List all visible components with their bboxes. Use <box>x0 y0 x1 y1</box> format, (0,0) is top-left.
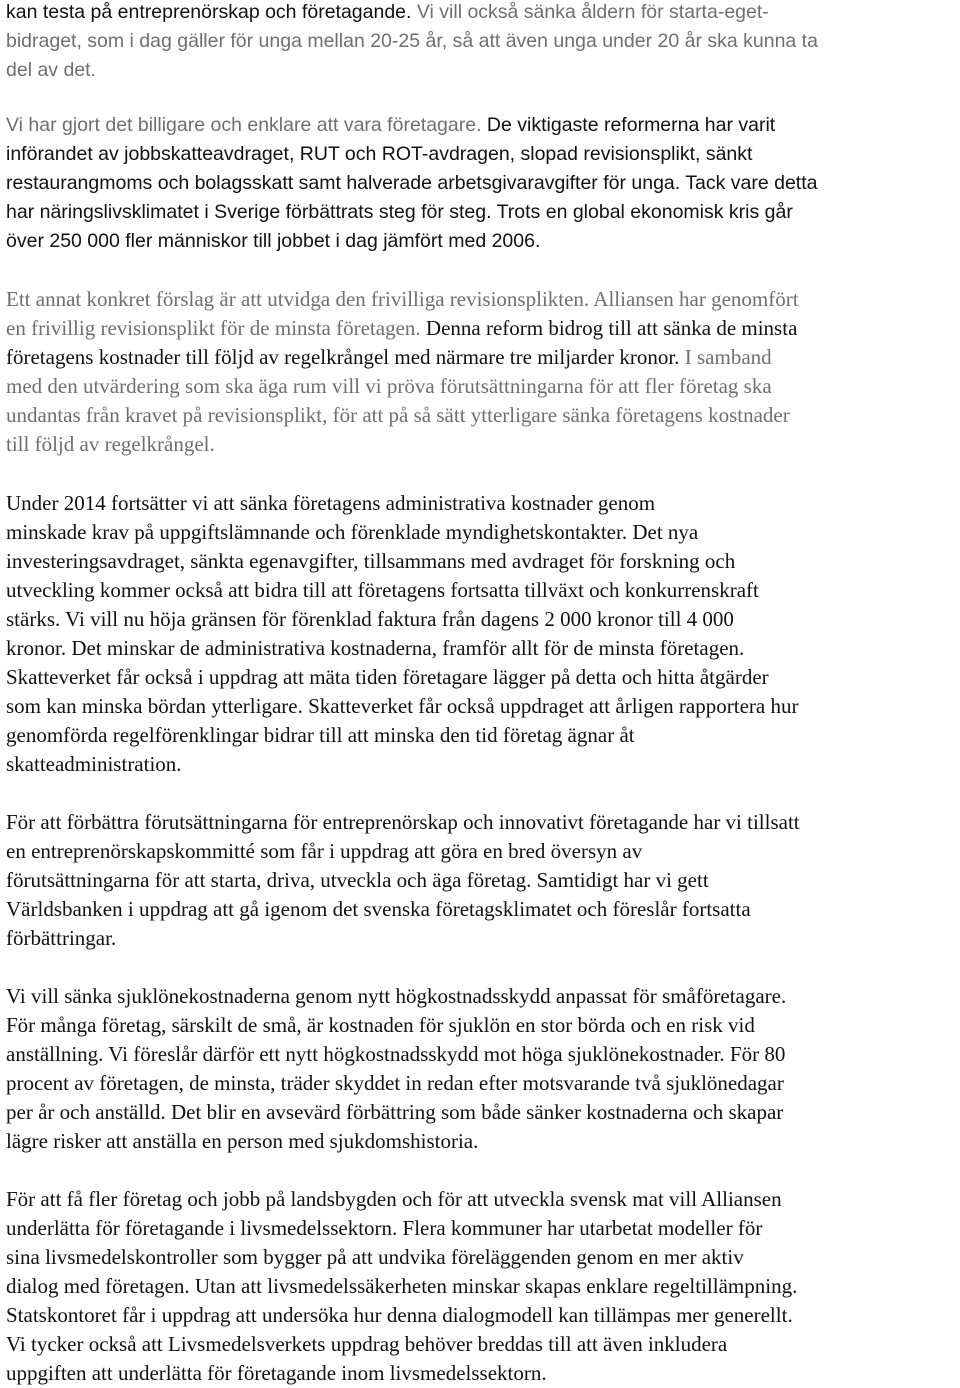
text-line <box>6 1243 797 1272</box>
text-segment: anställning. Vi föreslår därför ett nytt högkostnadsskydd mot höga sjuklönekostnader. För 80 <box>6 1042 786 1066</box>
text-segment: Vi har gjort det billigare och enklare att vara företagare. <box>6 114 487 136</box>
text-line <box>6 518 798 547</box>
text-segment: Det nya <box>632 520 699 544</box>
text-line <box>6 721 798 750</box>
text-segment: till följd av regelkrångel. <box>6 432 215 456</box>
text-segment: För många företag, särskilt de små, är kostnaden för sjuklön en stor börda och en risk vid <box>6 1013 755 1037</box>
text-segment: över 250 000 fler människor till jobbet i dag jämfört med 2006. <box>6 230 541 252</box>
text-segment: För att förbättra förutsättningarna för entreprenörskap och innovativt företagande har vi tillsatt <box>6 810 800 834</box>
text-segment: skatteadministration. <box>6 752 182 776</box>
text-line <box>6 489 798 518</box>
text-line <box>6 605 798 634</box>
text-line <box>6 430 799 459</box>
text-line <box>6 372 799 401</box>
text-segment: uppgiften att underlätta för företagande inom livsmedelssektorn. <box>6 1361 547 1385</box>
paragraph-food-sector <box>6 1185 797 1388</box>
text-segment: Alliansen har genomfört <box>593 287 799 311</box>
paragraph-youth-entrepreneurship <box>6 0 818 85</box>
text-line <box>6 169 817 198</box>
text-segment: del av det. <box>6 59 96 81</box>
text-line <box>6 924 800 953</box>
text-segment: Statskontoret får i uppdrag att undersöka hur denna dialogmodell kan tillämpas mer generellt. <box>6 1303 793 1327</box>
text-line <box>6 1359 797 1388</box>
text-segment: De viktigaste reformerna har varit <box>486 114 776 136</box>
text-line <box>6 1272 797 1301</box>
text-line <box>6 1098 786 1127</box>
text-line <box>6 1127 786 1156</box>
text-segment: kronor. Det minskar de administrativa kostnaderna, framför allt för de minsta företagen. <box>6 636 745 660</box>
text-segment: Skatteverket får också i uppdrag att mäta tiden företagare lägger på detta och hitta åtgärder <box>6 665 769 689</box>
text-line <box>6 111 817 140</box>
text-segment: sina livsmedelskontroller som bygger på att undvika föreläggenden genom en mer aktiv <box>6 1245 744 1269</box>
text-line <box>6 837 800 866</box>
text-segment: stärks. Vi vill nu höja gränsen för förenklad faktura från dagens 2 000 kronor till 4 000 <box>6 607 734 631</box>
text-segment: restaurangmoms och bolagsskatt samt halverade arbetsgivaravgifter för unga. <box>6 172 686 194</box>
text-line <box>6 140 817 169</box>
text-segment: med den utvärdering som ska äga rum vill vi pröva förutsättningarna för att fler företag ska <box>6 374 772 398</box>
text-segment: har näringslivsklimatet i Sverige förbättrats steg för steg. <box>6 201 497 223</box>
text-line <box>6 1011 786 1040</box>
text-segment: kan testa på entreprenörskap och företagande. <box>6 1 417 23</box>
text-line <box>6 808 800 837</box>
text-segment: Trots en global ekonomisk kris går <box>496 201 793 223</box>
text-line <box>6 1069 786 1098</box>
text-segment: utveckling kommer också att bidra till att företagens fortsatta tillväxt och konkurrenskraft <box>6 578 759 602</box>
text-line <box>6 866 800 895</box>
text-segment: undantas från kravet på revisionsplikt, för att på så sätt ytterligare sänka företagens kostnader <box>6 403 790 427</box>
paragraph-entrepreneurship-committee <box>6 808 800 953</box>
paragraph-sick-pay <box>6 982 786 1156</box>
text-line <box>6 0 818 27</box>
text-segment: som kan minska bördan ytterligare. Skatteverket får också uppdraget att årligen rapportera hur <box>6 694 799 718</box>
text-line <box>6 982 786 1011</box>
text-segment: För att få fler företag och jobb på landsbygden och för att utveckla svensk mat vill Alliansen <box>6 1187 782 1211</box>
text-segment: Ett annat konkret förslag är att utvidga den frivilliga revisionsplikten. <box>6 287 594 311</box>
text-line <box>6 663 798 692</box>
text-segment: en entreprenörskapskommitté som får i uppdrag att göra en bred översyn av <box>6 839 643 863</box>
text-line <box>6 1185 797 1214</box>
text-segment: en frivillig revisionsplikt för de minsta företagen. <box>6 316 426 340</box>
text-line <box>6 1301 797 1330</box>
text-segment: per år och anställd. Det blir en avsevärd förbättring som både sänker kostnaderna och skapar <box>6 1100 784 1124</box>
text-segment: Världsbanken i uppdrag att gå igenom det svenska företagsklimatet och föreslår fortsatta <box>6 897 751 921</box>
text-segment: Vi vill sänka sjuklönekostnaderna genom nytt högkostnadsskydd anpassat för småföretagare. <box>6 984 787 1008</box>
text-segment: genomförda regelförenklingar bidrar till att minska den tid företag ägnar åt <box>6 723 635 747</box>
text-segment: procent av företagen, de minsta, träder skyddet in redan efter motsvarande två sjuklönedagar <box>6 1071 784 1095</box>
text-line <box>6 750 798 779</box>
text-line <box>6 401 799 430</box>
text-line <box>6 1214 797 1243</box>
text-line <box>6 56 818 85</box>
text-segment: Under 2014 fortsätter vi att sänka företagens administrativa kostnader genom <box>6 491 656 515</box>
text-segment: underlätta för företagande i livsmedelssektorn. Flera kommuner har utarbetat modeller för <box>6 1216 763 1240</box>
text-line <box>6 634 798 663</box>
text-segment: lägre risker att anställa en person med sjukdomshistoria. <box>6 1129 479 1153</box>
text-line <box>6 547 798 576</box>
text-line <box>6 227 817 256</box>
text-segment: minskade krav på uppgiftslämnande och förenklade myndighetskontakter. <box>6 520 633 544</box>
text-segment: införandet av jobbskatteavdraget, RUT och ROT-avdragen, slopad revisionsplikt, sänkt <box>6 143 753 165</box>
text-line <box>6 1330 797 1359</box>
text-line <box>6 692 798 721</box>
text-segment: Vi tycker också att Livsmedelsverkets uppdrag behöver breddas till att även inkludera <box>6 1332 728 1356</box>
text-segment: bidraget, som i dag gäller för unga mellan 20-25 år, så att även unga under 20 år ska kunna ta <box>6 30 818 52</box>
text-line <box>6 895 800 924</box>
paragraph-revision-duty <box>6 285 799 459</box>
text-line <box>6 314 799 343</box>
text-segment: Tack vare detta <box>685 172 818 194</box>
text-line <box>6 27 818 56</box>
text-segment: företagens kostnader till följd av regelkrångel med närmare tre miljarder kronor. <box>6 345 685 369</box>
text-segment: I samband <box>684 345 772 369</box>
text-line <box>6 198 817 227</box>
text-segment: Denna reform bidrog till att sänka de minsta <box>425 316 798 340</box>
text-segment: investeringsavdraget, sänkta egenavgifter, tillsammans med avdraget för forskning och <box>6 549 736 573</box>
paragraph-administrative-costs <box>6 489 798 779</box>
text-segment: förbättringar. <box>6 926 117 950</box>
text-segment: förutsättningarna för att starta, driva, utveckla och äga företag. Samtidigt har vi gett <box>6 868 709 892</box>
text-line <box>6 343 799 372</box>
text-segment: Vi vill också sänka åldern för starta-eget- <box>416 1 769 23</box>
text-line <box>6 1040 786 1069</box>
paragraph-cheaper-simpler <box>6 111 817 256</box>
text-line <box>6 576 798 605</box>
text-line <box>6 285 799 314</box>
text-segment: dialog med företagen. Utan att livsmedelssäkerheten minskar skapas enklare regeltillämpning. <box>6 1274 798 1298</box>
